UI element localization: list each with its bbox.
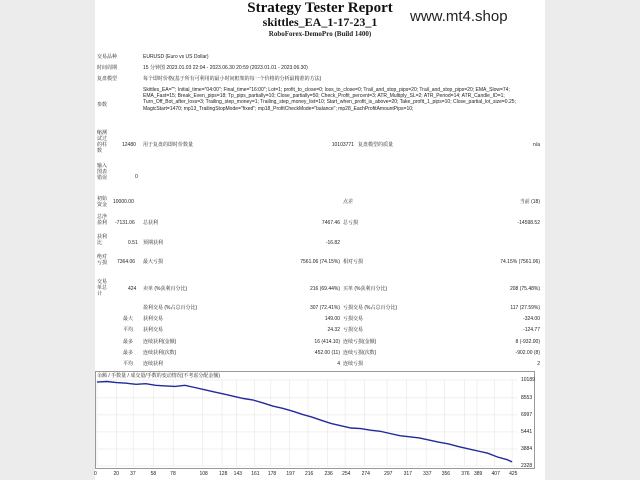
balance-line xyxy=(97,382,512,462)
max-dd-label: 最大亏损 xyxy=(143,259,164,265)
x-tick-label: 356 xyxy=(441,471,451,477)
average-label: 平均 xyxy=(123,327,134,333)
x-tick-label: 37 xyxy=(130,471,136,477)
profit-factor-value: 0.51 xyxy=(128,240,138,246)
rel-dd-label: 相对亏损 xyxy=(343,259,364,265)
x-tick-label: 337 xyxy=(423,471,432,477)
x-tick-label: 128 xyxy=(219,471,228,477)
x-tick-label: 376 xyxy=(461,471,470,477)
x-tick-label: 20 xyxy=(113,471,120,477)
maximal-cons-profit-label: 连续获利(次数) xyxy=(143,350,177,356)
max-cons-wins-value: 16 (414.10) xyxy=(314,339,340,345)
gross-loss-value: -14598.52 xyxy=(517,220,540,226)
watermark-url: www.mt4.shop xyxy=(410,8,508,25)
profit-trades-value: 307 (72.41%) xyxy=(309,305,340,311)
x-tick-label: 178 xyxy=(267,471,277,477)
x-tick-label: 407 xyxy=(491,471,500,477)
x-tick-label: 254 xyxy=(342,471,351,477)
max-cons-losses-value: 8 (-932.00) xyxy=(515,339,540,345)
abs-dd-label: 绝对亏损 xyxy=(97,254,108,266)
gross-profit-label: 总获利 xyxy=(143,220,159,226)
bars-value: 12480 xyxy=(122,142,136,148)
short-label: 卖单 (%获利百分比) xyxy=(143,286,188,292)
maximal-label: 最多 xyxy=(123,350,134,356)
avg-profit-value: 24.32 xyxy=(327,327,340,333)
avg-profit-label: 获利交易 xyxy=(143,327,164,333)
x-tick-label: 236 xyxy=(324,471,333,477)
model-label: 复盘模型 xyxy=(97,76,118,82)
net-profit-value: -7131.06 xyxy=(115,220,135,226)
long-label: 买单 (%获利百分比) xyxy=(343,286,388,292)
loss-trades-label: 亏损交易 (%占总百分比) xyxy=(343,305,398,311)
y-tick-label: 3884 xyxy=(521,445,533,452)
avg-cons-losses-value: 2 xyxy=(537,361,540,367)
profit-trades-label: 盈利交易 (%占总百分比) xyxy=(143,305,198,311)
expected-payoff-value: -16.82 xyxy=(325,240,340,246)
maximal-cons-loss-value: -902.00 (8) xyxy=(515,350,540,356)
rel-dd-value: 74.15% (7561.06) xyxy=(500,259,540,265)
report-title: Strategy Tester Report xyxy=(247,0,393,16)
largest-loss-label: 亏损交易 xyxy=(343,316,364,322)
maximal-cons-profit-value: 452.00 (11) xyxy=(314,350,340,356)
y-tick-label: 2328 xyxy=(521,463,533,469)
y-tick-label: 5441 xyxy=(521,428,533,435)
mismatch-label: 输入图表错误 xyxy=(97,163,108,181)
expected-payoff-label: 预期获利 xyxy=(143,240,164,246)
params-label: 参数 xyxy=(97,102,108,108)
avg-cons-wins-label: 连续获利 xyxy=(143,361,164,367)
x-tick-label: 216 xyxy=(304,471,314,477)
period-value: 15 分钟图 2023.01.03 22:04 - 2023.06.30 20:59 (2023.01.01 - 2023.06.30) xyxy=(143,65,308,71)
symbol-label: 交易品种 xyxy=(97,54,118,60)
params-value: Skittles_EA=""; Initial_time="04:00"; Final_time="16:00"; Lot=1; profit_to_close=0; loss_to_close=0; Trail_and_stop_pips=20; Trail_and_stop_pips=20; EMA_Slow=74; EMA_Fast=15; Break_Even_pips=18; Tp_pips_partially=10; Close_partially=50; Check_Profit_percent=3; ATR_Multiply_SL=2; ATR_Period=14; ATR_Candle_ID=1; Turn_Off_Bot_after_loss=3; Trailing_step_money=1; Trailing_step_money_list=10; Start_when_profit_is_above=20; Take_profit_1_pips=10; Close_partial_lot_size=0.25; MagicStart=1470; mp13_TrailingStopMode="fixed"; mp18_ProfitCheckMode="balance"; mp28_EachProfitAmountPips=10; xyxy=(143,87,516,112)
avg-cons-losses-label: 连续亏损 xyxy=(343,361,364,367)
report-subtitle: skittles_EA_1-17-23_1 xyxy=(262,15,378,29)
x-tick-label: 0 xyxy=(94,471,97,477)
net-profit-label: 总净盈利 xyxy=(97,214,108,226)
period-label: 时间周期 xyxy=(97,65,118,71)
gross-loss-label: 总亏损 xyxy=(343,220,359,226)
model-value: 每个即时价格(基于所有可利用的最小时间框架的每一个价格的分析最精准的方法) xyxy=(143,76,322,82)
largest-loss-value: -324.00 xyxy=(523,316,540,322)
y-tick-label: 6997 xyxy=(521,411,533,418)
symbol-value: EURUSD (Euro vs US Dollar) xyxy=(143,54,209,60)
deposit-value: 10000.00 xyxy=(113,199,134,205)
spread-label: 点差 xyxy=(343,199,354,205)
profit-factor-label: 获利比 xyxy=(97,234,108,246)
avg-cons-label: 平均 xyxy=(123,361,134,367)
x-tick-label: 425 xyxy=(509,471,518,477)
max-dd-value: 7561.06 (74.15%) xyxy=(300,259,340,265)
bars-label: 缩测试过的柱数 xyxy=(97,130,108,154)
spread-value: 当前 (18) xyxy=(519,199,540,205)
x-tick-label: 58 xyxy=(150,471,157,477)
x-tick-label: 297 xyxy=(384,471,393,477)
total-trades-value: 424 xyxy=(128,286,137,292)
loss-trades-value: 117 (27.59%) xyxy=(510,305,540,311)
avg-loss-value: -124.77 xyxy=(523,327,540,333)
model-quality-value: n/a xyxy=(533,142,540,148)
avg-loss-label: 亏损交易 xyxy=(343,327,364,333)
largest-profit-label: 获利交易 xyxy=(143,316,164,322)
y-tick-label: 8553 xyxy=(521,394,533,401)
x-tick-label: 389 xyxy=(473,471,483,477)
y-tick-label: 10189 xyxy=(521,377,535,383)
total-trades-label: 交易单总计 xyxy=(97,279,108,297)
max-label: 最多 xyxy=(123,339,134,345)
avg-cons-wins-value: 4 xyxy=(337,361,340,367)
chart-legend: 余额 / 手数量 / 成交量/手数的变动情况(不考虑分配金额) xyxy=(97,373,221,379)
x-tick-label: 108 xyxy=(199,471,208,477)
gross-profit-value: 7467.46 xyxy=(321,220,340,226)
max-cons-losses-label: 连续亏损(金额) xyxy=(343,339,377,345)
ticks-label: 用于复盘的即时价数量 xyxy=(143,142,194,148)
short-value: 216 (69.44%) xyxy=(309,286,340,292)
max-cons-wins-label: 连续获利(金额) xyxy=(143,339,177,345)
x-tick-label: 161 xyxy=(251,471,260,477)
x-tick-label: 143 xyxy=(233,471,243,477)
x-tick-label: 317 xyxy=(403,471,412,477)
abs-dd-value: 7364.06 xyxy=(117,259,136,265)
report-server: RoboForex-DemoPro (Build 1400) xyxy=(268,30,372,38)
maximal-cons-loss-label: 连续亏损(次数) xyxy=(343,350,377,356)
mismatch-value: 0 xyxy=(135,174,138,180)
deposit-label: 初始资金 xyxy=(97,196,108,208)
ticks-value: 10103771 xyxy=(331,142,354,148)
largest-label: 最大 xyxy=(123,316,134,322)
x-tick-label: 274 xyxy=(361,471,370,477)
long-value: 208 (75.48%) xyxy=(509,286,540,292)
model-quality-label: 复盘模型的质量 xyxy=(358,142,394,148)
x-tick-label: 197 xyxy=(286,471,295,477)
largest-profit-value: 149.00 xyxy=(324,316,340,322)
x-tick-label: 78 xyxy=(170,471,176,477)
